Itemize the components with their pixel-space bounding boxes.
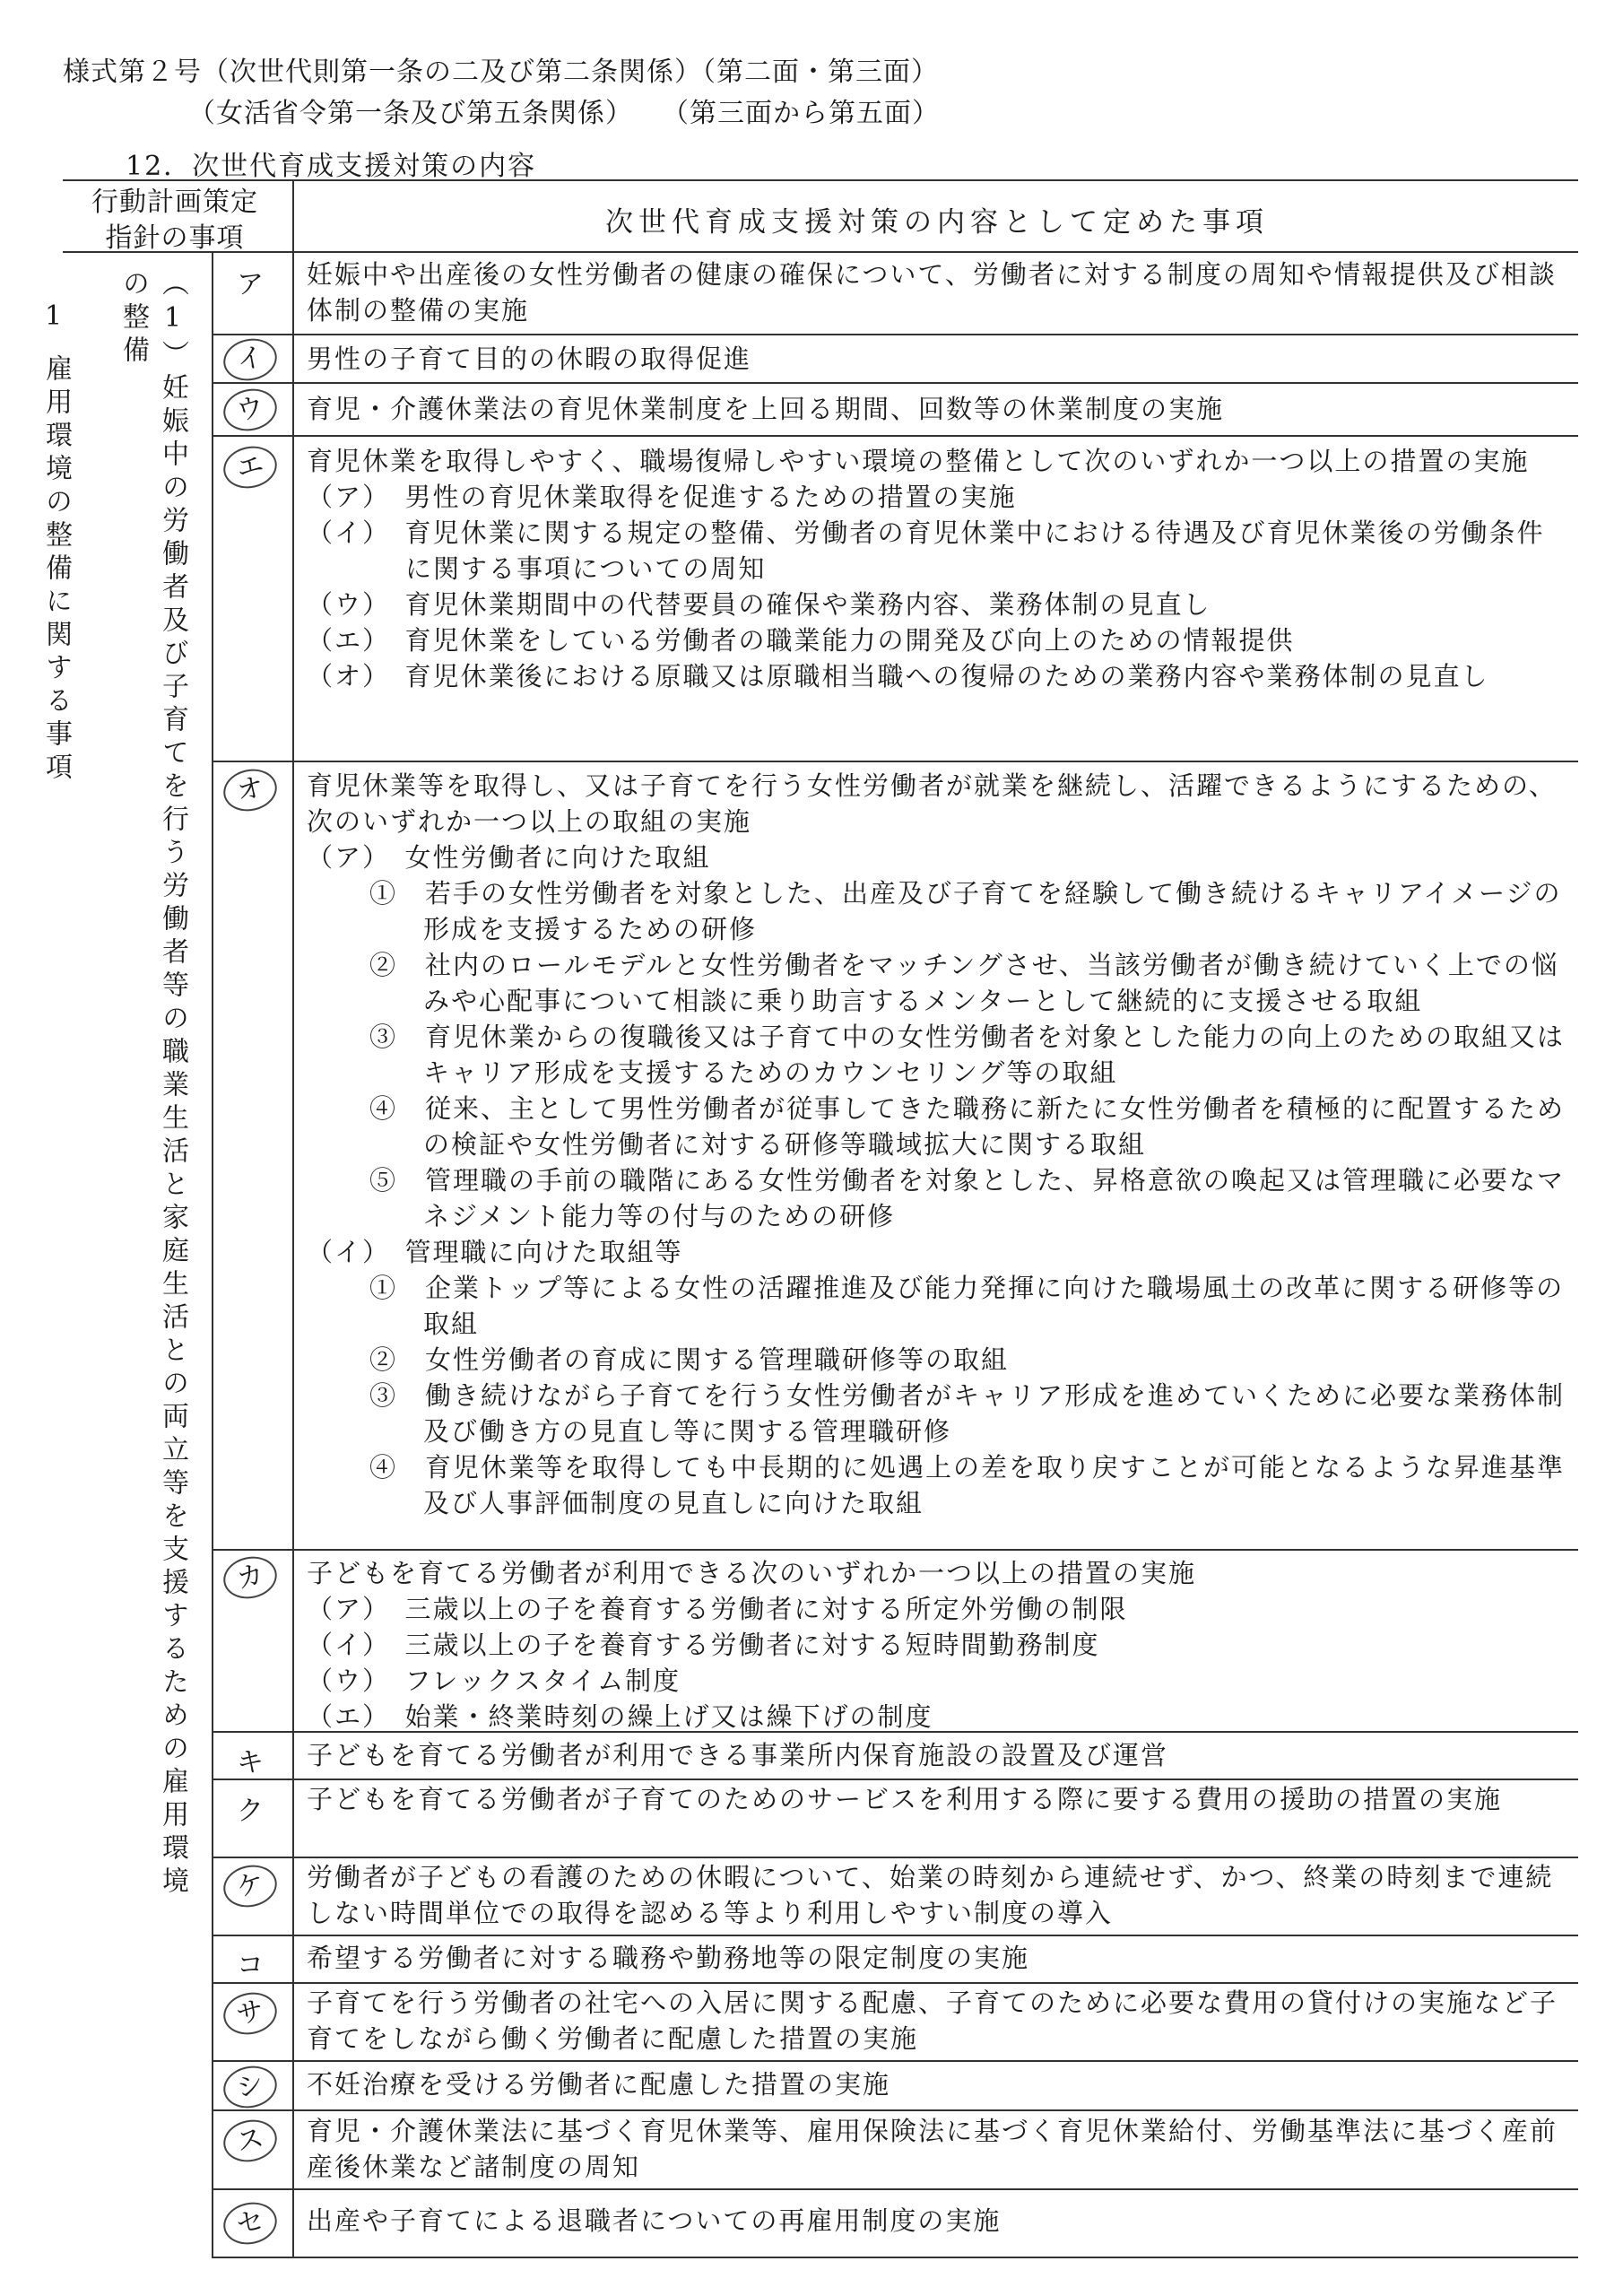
subcategory-text: （1）妊娠中の労働者及び子育てを行う労働者等の職業生活と家庭生活との両立等を支援するための雇用環境の整備 bbox=[117, 269, 188, 1900]
row-content-o bbox=[307, 768, 1571, 1521]
table-bottom-border bbox=[212, 2257, 1578, 2258]
row-label-e-text: エ bbox=[220, 441, 281, 492]
content-line: 子どもを育てる労働者が子育てのためのサービスを利用する際に要する費用の援助の措置の実施 bbox=[307, 1784, 1503, 1814]
row-content-u bbox=[307, 391, 1571, 427]
row-divider bbox=[212, 1549, 1578, 1551]
row-label-ki-text: キ bbox=[237, 1747, 264, 1779]
row-content-e bbox=[307, 443, 1571, 694]
row-label-ka bbox=[212, 1557, 289, 1598]
row-label-i bbox=[212, 339, 289, 380]
content-line: 子どもを育てる労働者が利用できる事業所内保育施設の設置及び運営 bbox=[307, 1740, 1169, 1770]
row-label-ke bbox=[212, 1866, 289, 1907]
row-label-shi-text: シ bbox=[220, 2061, 281, 2112]
form-header-line1: 様式第２号（次世代則第一条の二及び第二条関係）（第二面・第三面） bbox=[63, 57, 939, 88]
row-content-ko bbox=[307, 1940, 1571, 1976]
row-content-se bbox=[307, 2203, 1571, 2239]
row-label-sa-text: サ bbox=[220, 1987, 281, 2039]
content-line: （イ） 管理職に向けた取組等 bbox=[307, 1237, 683, 1267]
row-label-su-text: ス bbox=[220, 2115, 281, 2166]
row-content-ki bbox=[307, 1737, 1571, 1773]
content-line: ④ 育児休業等を取得しても中長期的に処遇上の差を取り戻すことが可能となるような昇進基準及び人事評価制度の見直しに向けた取組 bbox=[369, 1452, 1566, 1518]
row-label-o-text: オ bbox=[220, 764, 281, 815]
row-label-ku-text: ク bbox=[237, 1796, 264, 1827]
form-header-line2: （女活省令第一条及び第五条関係） （第三面から第五面） bbox=[63, 98, 940, 129]
row-content-ku bbox=[307, 1781, 1571, 1817]
content-line: 妊娠中や出産後の女性労働者の健康の確保について、労働者に対する制度の周知や情報提供及び相談体制の整備の実施 bbox=[307, 259, 1557, 326]
content-line: 育児休業を取得しやすく、職場復帰しやすい環境の整備として次のいずれか一つ以上の措置の実施 bbox=[307, 446, 1530, 476]
content-line: ③ 働き続けながら子育てを行う女性労働者がキャリア形成を進めていくために必要な業務体制及び働き方の見直し等に関する管理職研修 bbox=[369, 1380, 1566, 1447]
col1-header-line1: 行動計画策定 bbox=[91, 187, 258, 218]
row-label-se-text: セ bbox=[220, 2197, 281, 2248]
content-line: （ア） 三歳以上の子を養育する労働者に対する所定外労働の制限 bbox=[307, 1594, 1128, 1624]
row-label-a bbox=[212, 262, 289, 301]
content-line: （ア） 男性の育児休業取得を促進するための措置の実施 bbox=[307, 482, 1017, 512]
content-line: 労働者が子どもの看護のための休暇について、始業の時刻から連続せず、かつ、終業の時刻まで連続しない時間単位での取得を認める等より利用しやすい制度の導入 bbox=[307, 1862, 1554, 1928]
content-line: 男性の子育て目的の休暇の取得促進 bbox=[307, 344, 752, 374]
row-label-o bbox=[212, 770, 289, 811]
section-title: 12．次世代育成支援対策の内容 bbox=[126, 151, 537, 182]
row-content-shi bbox=[307, 2066, 1571, 2102]
content-line: 希望する労働者に対する職務や勤務地等の限定制度の実施 bbox=[307, 1943, 1030, 1973]
row-content-sa bbox=[307, 1985, 1571, 2057]
content-line: ④ 従来、主として男性労働者が従事してきた職務に新たに女性労働者を積極的に配置するための検証や女性労働者に対する研修等職域拡大に関する取組 bbox=[369, 1093, 1566, 1160]
row-content-su bbox=[307, 2113, 1571, 2185]
content-line: 育児休業等を取得し、又は子育てを行う女性労働者が就業を継続し、活躍できるようにするための、次のいずれか一つ以上の取組の実施 bbox=[307, 770, 1557, 837]
row-divider bbox=[212, 382, 1578, 384]
row-divider bbox=[212, 435, 1578, 437]
row-content-ke bbox=[307, 1859, 1571, 1931]
row-label-ku bbox=[212, 1788, 289, 1828]
content-line: ① 企業トップ等による女性の活躍推進及び能力発揮に向けた職場風土の改革に関する研修等の取組 bbox=[369, 1273, 1565, 1339]
row-label-shi bbox=[212, 2066, 289, 2108]
content-line: （イ） 三歳以上の子を養育する労働者に対する短時間勤務制度 bbox=[307, 1630, 1100, 1660]
content-line: （ウ） フレックスタイム制度 bbox=[307, 1665, 681, 1696]
col1-header bbox=[63, 185, 287, 257]
content-line: 出産や子育てによる退職者についての再雇用制度の実施 bbox=[307, 2205, 1002, 2236]
content-line: 子育てを行う労働者の社宅への入居に関する配慮、子育てのために必要な費用の貸付けの実施など子育てをしながら働く労働者に配慮した措置の実施 bbox=[307, 1987, 1558, 2054]
content-line: （エ） 育児休業をしている労働者の職業能力の開発及び向上のための情報提供 bbox=[307, 625, 1295, 656]
row-label-e bbox=[212, 447, 289, 488]
row-divider bbox=[212, 334, 1578, 335]
row-label-ka-text: カ bbox=[220, 1552, 281, 1603]
category-text: 雇用環境の整備に関する事項 bbox=[40, 354, 72, 786]
content-line: ③ 育児休業からの復職後又は子育て中の女性労働者を対象とした能力の向上のための取組又はキャリア形成を支援するためのカウンセリング等の取組 bbox=[369, 1022, 1566, 1088]
row-divider bbox=[212, 2109, 1578, 2111]
row-label-ko-text: コ bbox=[237, 1950, 264, 1981]
content-line: （オ） 育児休業後における原職又は原職相当職への復帰のための業務内容や業務体制の見直し bbox=[307, 661, 1489, 691]
row-label-ke-text: ケ bbox=[220, 1860, 281, 1911]
row-content-a bbox=[307, 257, 1571, 328]
form-header bbox=[63, 52, 940, 135]
row-label-u-text: ウ bbox=[220, 384, 281, 435]
row-label-su bbox=[212, 2120, 289, 2161]
table-divider-main bbox=[292, 179, 294, 2257]
content-line: （エ） 始業・終業時刻の繰上げ又は繰下げの制度 bbox=[307, 1701, 933, 1732]
row-divider bbox=[212, 1935, 1578, 1936]
row-content-i bbox=[307, 341, 1571, 377]
row-divider bbox=[212, 2188, 1578, 2190]
category-number: 1 bbox=[38, 300, 69, 338]
row-divider bbox=[212, 761, 1578, 762]
row-divider bbox=[212, 1779, 1578, 1780]
content-line: （ウ） 育児休業期間中の代替要員の確保や業務内容、業務体制の見直し bbox=[307, 589, 1211, 620]
row-label-a-text: ア bbox=[237, 269, 264, 300]
row-label-se bbox=[212, 2203, 289, 2244]
content-line: 子どもを育てる労働者が利用できる次のいずれか一つ以上の措置の実施 bbox=[307, 1558, 1197, 1588]
content-line: （イ） 育児休業に関する規定の整備、労働者の育児休業中における待遇及び育児休業後の労働条件に関する事項についての周知 bbox=[307, 517, 1545, 584]
col2-header: 次世代育成支援対策の内容として定めた事項 bbox=[605, 206, 1269, 239]
row-divider bbox=[212, 2060, 1578, 2062]
content-line: ② 女性労働者の育成に関する管理職研修等の取組 bbox=[369, 1344, 1010, 1375]
row-label-u bbox=[212, 389, 289, 430]
content-line: 育児・介護休業法の育児休業制度を上回る期間、回数等の休業制度の実施 bbox=[307, 394, 1225, 424]
content-line: 不妊治療を受ける労働者に配慮した措置の実施 bbox=[307, 2069, 891, 2100]
row-label-ko bbox=[212, 1943, 289, 1982]
table-top-border bbox=[63, 179, 1578, 181]
content-line: 育児・介護休業法に基づく育児休業等、雇用保険法に基づく育児休業給付、労働基準法に基づく産前産後休業など諸制度の周知 bbox=[307, 2116, 1558, 2182]
row-label-ki bbox=[212, 1740, 289, 1779]
row-label-i-text: イ bbox=[220, 334, 281, 385]
content-line: ① 若手の女性労働者を対象とした、出産及び子育てを経験して働き続けるキャリアイメージの形成を支援するための研修 bbox=[369, 878, 1562, 944]
row-divider bbox=[212, 1857, 1578, 1858]
content-line: （ア） 女性労働者に向けた取組 bbox=[307, 842, 711, 873]
row-content-ka bbox=[307, 1555, 1571, 1735]
row-label-sa bbox=[212, 1993, 289, 2034]
col1-header-line2: 指針の事項 bbox=[105, 222, 245, 254]
table-header-bottom-border bbox=[63, 251, 1578, 253]
content-line: ⑤ 管理職の手前の職階にある女性労働者を対象とした、昇格意欲の喚起又は管理職に必要なマネジメント能力等の付与のための研修 bbox=[369, 1165, 1566, 1231]
content-line: ② 社内のロールモデルと女性労働者をマッチングさせ、当該労働者が働き続けていく上での悩みや心配事について相談に乗り助言するメンターとして継続的に支援させる取組 bbox=[369, 950, 1559, 1016]
row-divider bbox=[212, 1982, 1578, 1984]
